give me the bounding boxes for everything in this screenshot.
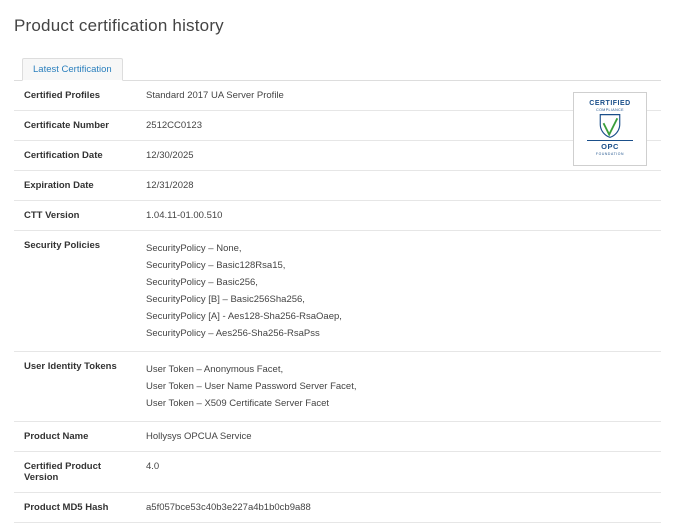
table-row bbox=[14, 201, 661, 231]
certification-badge bbox=[573, 92, 647, 166]
badge-foot-label: FOUNDATION bbox=[595, 152, 625, 156]
row-value-list bbox=[142, 231, 661, 352]
row-label: Expiration Date bbox=[24, 180, 94, 191]
row-value-line: SecurityPolicy – Basic128Rsa15, bbox=[146, 260, 286, 271]
row-label: Certified Product Version bbox=[24, 461, 102, 483]
row-value: 12/31/2028 bbox=[146, 180, 194, 191]
badge-divider bbox=[587, 140, 633, 141]
row-label: Certified Profiles bbox=[24, 90, 101, 101]
table-row bbox=[14, 452, 661, 493]
row-value: Standard 2017 UA Server Profile bbox=[146, 90, 284, 101]
table-row bbox=[14, 231, 661, 352]
table-row bbox=[14, 81, 661, 111]
table-row bbox=[14, 111, 661, 141]
table-row bbox=[14, 493, 661, 523]
row-label: Certification Date bbox=[24, 150, 103, 161]
row-value-line: SecurityPolicy – Aes256-Sha256-RsaPss bbox=[146, 328, 320, 339]
table-row bbox=[14, 352, 661, 422]
check-shield-icon bbox=[597, 113, 623, 139]
row-label: Product MD5 Hash bbox=[24, 502, 109, 513]
row-value: 12/30/2025 bbox=[146, 150, 194, 161]
row-value-line: SecurityPolicy – Basic256, bbox=[146, 277, 258, 288]
row-value-line: SecurityPolicy [B] – Basic256Sha256, bbox=[146, 294, 305, 305]
row-value-line: SecurityPolicy – None, bbox=[146, 243, 242, 254]
row-value-line: User Token – Anonymous Facet, bbox=[146, 364, 284, 375]
row-value-line: SecurityPolicy [A] - Aes128-Sha256-RsaOaep, bbox=[146, 311, 342, 322]
certification-panel bbox=[14, 58, 661, 523]
row-value: a5f057bce53c40b3e227a4b1b0cb9a88 bbox=[146, 502, 311, 513]
row-label: Certificate Number bbox=[24, 120, 109, 131]
page-title: Product certification history bbox=[14, 16, 224, 35]
table-row bbox=[14, 141, 661, 171]
row-label: CTT Version bbox=[24, 210, 80, 221]
row-label: User Identity Tokens bbox=[24, 361, 117, 372]
badge-bottom-label: OPC bbox=[601, 142, 619, 151]
certification-table bbox=[14, 81, 661, 523]
row-value-line: User Token – User Name Password Server Facet, bbox=[146, 381, 357, 392]
table-row bbox=[14, 422, 661, 452]
opc-certified-logo bbox=[577, 96, 643, 162]
row-value: 1.04.11-01.00.510 bbox=[146, 210, 223, 221]
row-value: 2512CC0123 bbox=[146, 120, 202, 131]
row-value: 4.0 bbox=[146, 461, 160, 472]
tab-strip bbox=[14, 58, 661, 81]
row-value: Hollysys OPCUA Service bbox=[146, 431, 252, 442]
table-row bbox=[14, 171, 661, 201]
badge-sub-label: COMPLIANCE bbox=[596, 108, 624, 112]
row-value-list bbox=[142, 352, 661, 422]
badge-top-label: CERTIFIED bbox=[589, 100, 631, 107]
row-label: Product Name bbox=[24, 431, 89, 442]
tab-latest-certification[interactable]: Latest Certification bbox=[22, 58, 123, 81]
row-label: Security Policies bbox=[24, 240, 101, 251]
row-value-line: User Token – X509 Certificate Server Facet bbox=[146, 398, 330, 409]
